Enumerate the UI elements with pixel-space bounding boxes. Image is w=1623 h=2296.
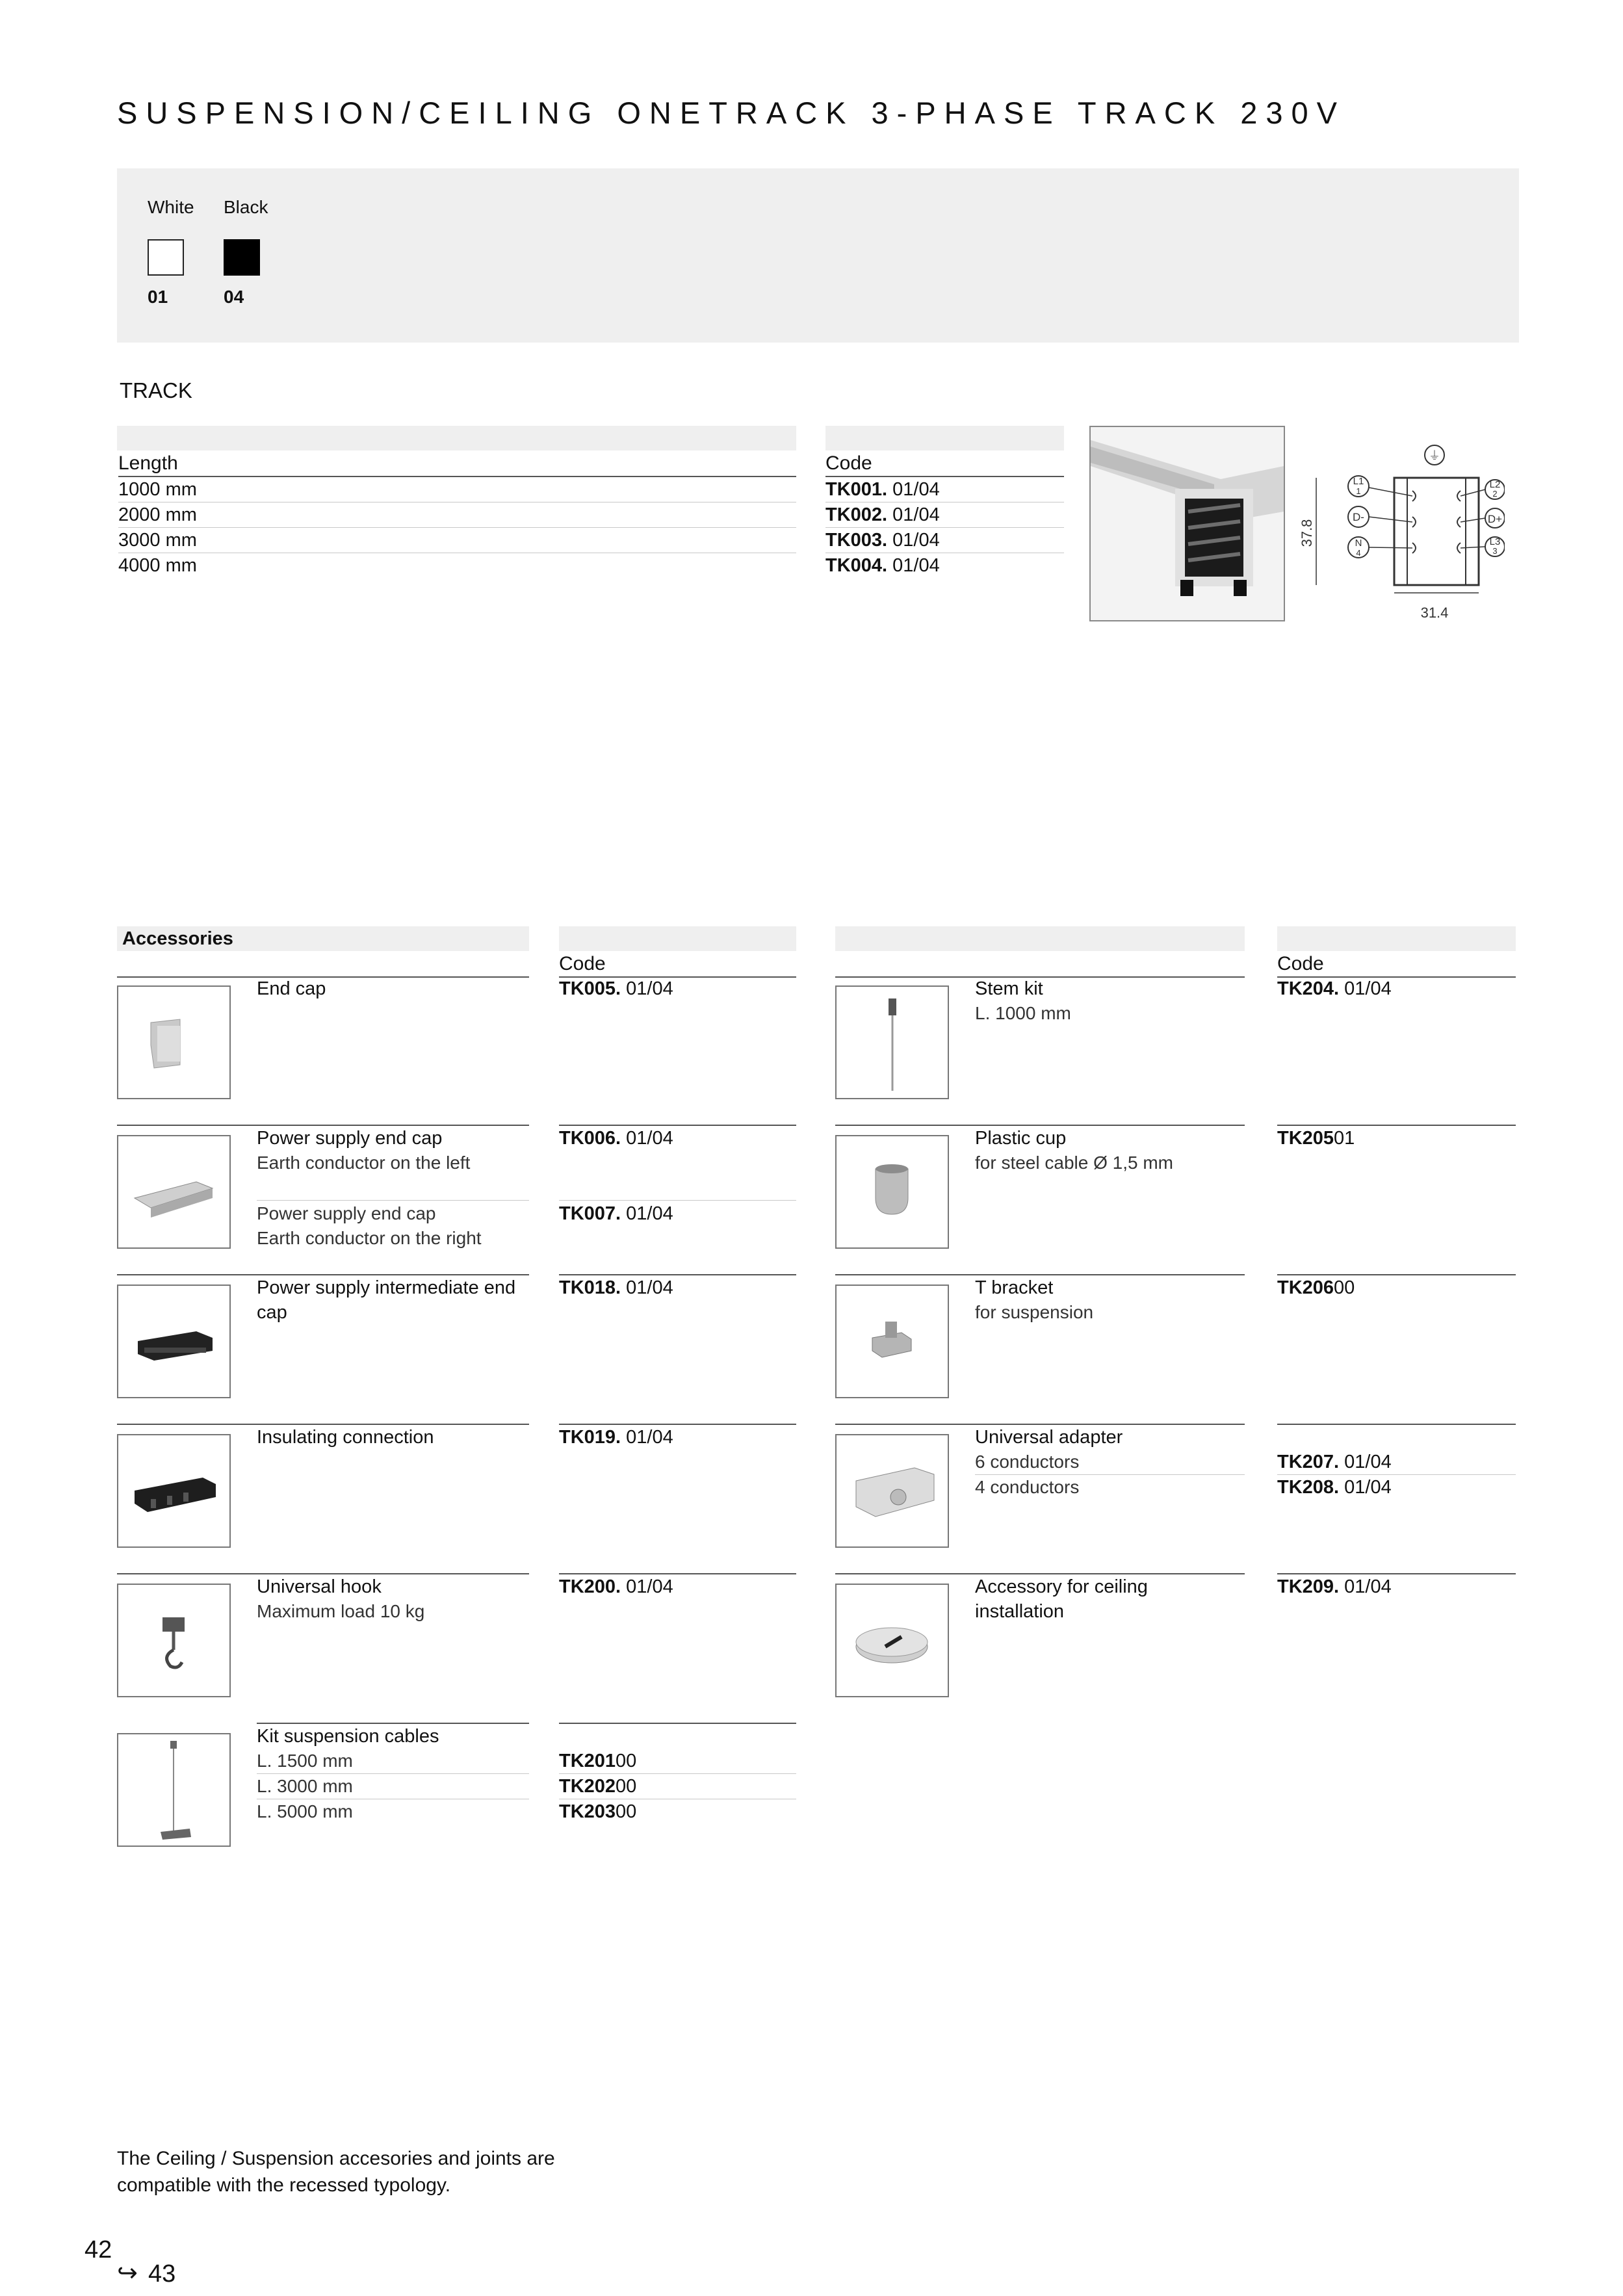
plastic-cup-code: TK20501 [1277,1128,1355,1149]
kit-suspension-cables-image [117,1733,231,1847]
track-code-header-bar [825,426,1064,450]
row-rule [559,1723,796,1724]
insulating-connection-code: TK019. 01/04 [559,1427,673,1448]
svg-text:D+: D+ [1487,513,1503,525]
compatibility-note: The Ceiling / Suspension accesories and joints are compatible with the recessed typology. [117,2148,555,2196]
track-length: 1000 mm [118,477,796,502]
track-code: TK004. 01/04 [825,555,940,576]
intermediate-end-cap-image [117,1285,231,1398]
svg-text:D-: D- [1353,511,1364,523]
intermediate-end-cap-title: Power supply intermediate end cap [257,1277,516,1323]
kit-suspension-cables-title: Kit suspension cables [257,1726,439,1747]
power-supply-end-cap-sub: Earth conductor on the left [257,1153,471,1173]
svg-text:⏚: ⏚ [1429,449,1440,462]
acc-code-header-bar-left [559,926,796,951]
power-supply-end-cap-right-sub: Earth conductor on the right [257,1228,482,1248]
intermediate-end-cap-code: TK018. 01/04 [559,1277,673,1298]
kit-code: TK20200 [559,1774,796,1799]
universal-adapter-variants [975,1450,1245,1500]
color-code-white: 01 [148,287,168,307]
swatch-black [224,239,260,276]
plastic-cup-sub: for steel cable Ø 1,5 mm [975,1153,1174,1173]
svg-text:1: 1 [1356,486,1361,496]
end-cap-code: TK005. 01/04 [559,978,673,999]
end-cap-image [117,985,231,1099]
t-bracket-image [835,1285,949,1398]
svg-text:L1: L1 [1353,476,1364,487]
track-heading: TRACK [120,378,192,402]
track-length: 2000 mm [118,502,796,528]
power-supply-end-cap-title: Power supply end cap [257,1128,443,1149]
color-label-white: White [148,197,194,217]
color-code-black: 04 [224,287,244,307]
insulating-connection-title: Insulating connection [257,1427,434,1448]
diagram-width-label: 31.4 [1420,605,1449,621]
color-options-panel [117,168,1519,343]
adapter-variant: 6 conductors [975,1450,1245,1475]
power-supply-end-cap-code: TK006. 01/04 [559,1128,673,1149]
svg-text:N: N [1355,538,1362,549]
power-supply-end-cap-image [117,1135,231,1249]
kit-length: L. 5000 mm [257,1801,353,1821]
track-code: TK001. 01/04 [825,477,1064,502]
kit-lengths [257,1749,529,1824]
stem-kit-code: TK204. 01/04 [1277,978,1392,999]
accessories-header-bar [117,926,529,951]
page-number-right: 43 [148,2260,176,2288]
page-number-left: 42 [84,2236,112,2263]
svg-text:2: 2 [1492,489,1498,499]
track-code: TK002. 01/04 [825,502,1064,528]
svg-text:3: 3 [1492,546,1498,556]
power-supply-end-cap-right-title: Power supply end cap [257,1203,436,1223]
universal-hook-title: Universal hook [257,1576,382,1597]
row-divider [257,1200,529,1201]
ceiling-accessory-image [835,1584,949,1697]
track-code-list [825,477,1064,578]
track-length: 3000 mm [118,528,796,553]
stem-kit-title: Stem kit [975,978,1043,999]
track-profile-photo [1089,426,1285,621]
kit-length: L. 3000 mm [257,1774,529,1799]
stem-kit-image [835,985,949,1099]
code-header: Code [825,451,1064,477]
plastic-cup-title: Plastic cup [975,1128,1067,1149]
svg-text:4: 4 [1356,548,1361,558]
track-length-list [118,477,796,578]
acc-code-header-bar-right [1277,926,1516,951]
track-length: 4000 mm [118,555,197,576]
acc-header-rule [117,952,529,978]
adapter-variant: 4 conductors [975,1477,1080,1497]
insulating-connection-image [117,1434,231,1548]
accessories-heading: Accessories [122,928,233,949]
ceiling-accessory-code: TK209. 01/04 [1277,1576,1392,1597]
t-bracket-code: TK20600 [1277,1277,1355,1298]
track-header-bar [117,426,796,450]
universal-adapter-codes [1277,1450,1516,1500]
universal-hook-code: TK200. 01/04 [559,1576,673,1597]
universal-adapter-image [835,1434,949,1548]
kit-length: L. 1500 mm [257,1749,529,1774]
universal-adapter-title: Universal adapter [975,1427,1123,1448]
color-label-black: Black [224,197,268,217]
row-divider [559,1200,796,1201]
universal-hook-image [117,1584,231,1697]
diagram-height-label: 37.8 [1299,519,1315,547]
acc-header-bar-right [835,926,1245,951]
universal-hook-sub: Maximum load 10 kg [257,1601,425,1621]
t-bracket-sub: for suspension [975,1302,1094,1322]
acc-code-header-right: Code [1277,952,1516,978]
power-supply-end-cap-right-code: TK007. 01/04 [559,1203,673,1224]
length-header: Length [118,451,796,477]
end-cap-title: End cap [257,978,326,999]
acc-header-rule-right [835,952,1245,978]
row-rule [1277,1424,1516,1425]
acc-code-header-left: Code [559,952,796,978]
kit-codes [559,1749,796,1824]
svg-text:L2: L2 [1489,479,1501,490]
adapter-code: TK207. 01/04 [1277,1450,1516,1475]
stem-kit-sub: L. 1000 mm [975,1003,1071,1023]
page-title: SUSPENSION/CEILING ONETRACK 3-PHASE TRACK 230V [117,96,1345,130]
page-arrow-icon: ↪ [117,2260,138,2287]
svg-text:L3: L3 [1489,536,1501,547]
track-cross-section-diagram [1297,429,1505,631]
plastic-cup-image [835,1135,949,1249]
track-code: TK003. 01/04 [825,528,1064,553]
ceiling-accessory-title: Accessory for ceiling installation [975,1576,1148,1622]
t-bracket-title: T bracket [975,1277,1054,1298]
kit-code: TK20300 [559,1801,637,1822]
kit-code: TK20100 [559,1749,796,1774]
swatch-white [148,239,184,276]
adapter-code: TK208. 01/04 [1277,1477,1392,1498]
